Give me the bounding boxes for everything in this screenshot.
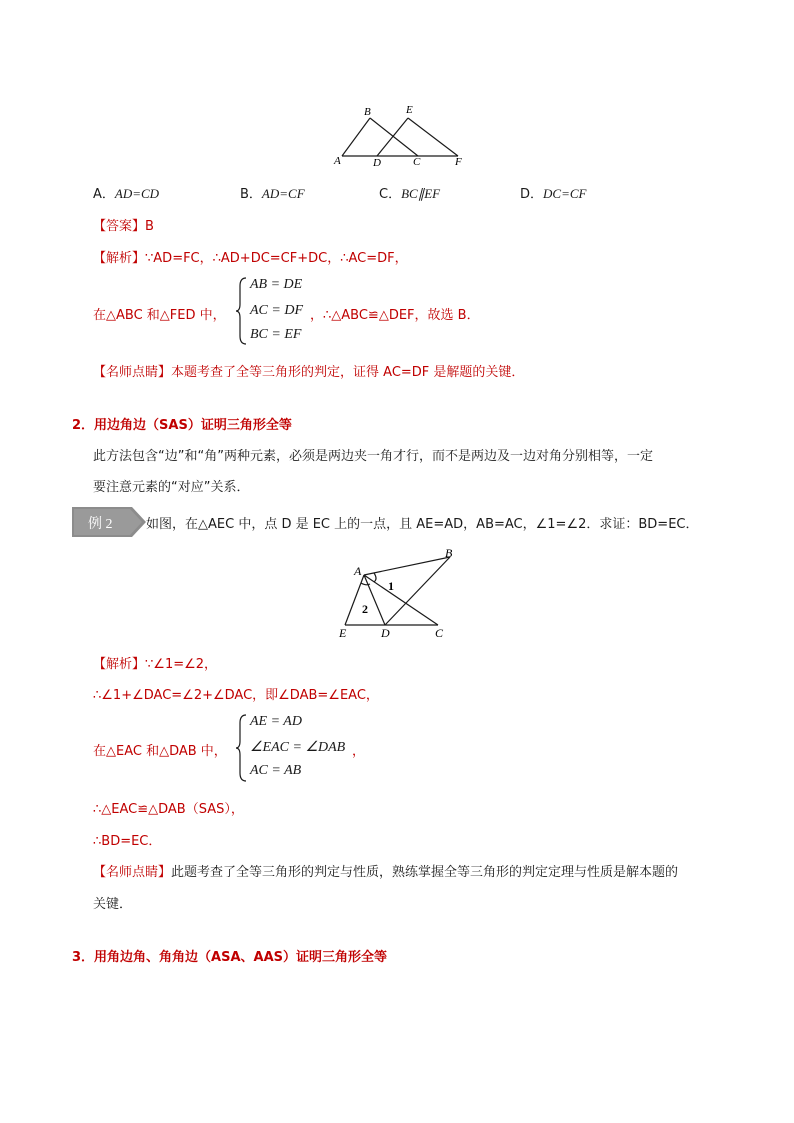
analysis1-tag: 【解析】 <box>93 251 146 266</box>
section2-para-line1: 此方法包含“边”和“角”两种元素，必须是两边夹一角才行，而不是两边及一边对角分别相等，一定 <box>93 449 653 464</box>
label-d: D <box>381 626 390 640</box>
section3-title: 3．用角边角、角角边（ASA、AAS）证明三角形全等 <box>72 950 388 965</box>
analysis1-prefix: 在△ABC 和△FED 中， <box>93 308 226 323</box>
analysis1-suffix: ，∴△ABC≌△DEF，故选 B． <box>310 308 480 323</box>
analysis1-eq2: AC = DF <box>250 303 303 318</box>
segment-bd <box>385 557 450 625</box>
analysis2-tag: 【解析】 <box>93 657 146 672</box>
label-e: E <box>406 104 413 116</box>
angle-label-2: 2 <box>362 602 368 616</box>
analysis2-text1: ∵∠1=∠2， <box>145 657 218 672</box>
segment-ae <box>345 575 364 625</box>
brace-1 <box>236 276 248 346</box>
example-badge-label: 例 2 <box>88 517 113 532</box>
analysis1-text: ∵AD=FC，∴AD+DC=CF+DC，∴AC=DF， <box>145 251 408 266</box>
analysis2-eq1: AE = AD <box>250 714 302 729</box>
tip1-text: 本题考查了全等三角形的判定，证得 AC=DF 是解题的关键． <box>171 365 525 380</box>
tip1-line <box>93 361 524 380</box>
option-b: B．AD=CF <box>240 186 305 202</box>
angle-arc-2 <box>361 583 370 585</box>
label-e: E <box>339 626 347 640</box>
tip1-tag: 【名师点睛】 <box>93 365 172 380</box>
label-a: A <box>354 564 362 578</box>
analysis2-eq3: AC = AB <box>250 763 302 778</box>
tip2-line1 <box>93 861 678 880</box>
label-b: B <box>364 106 371 118</box>
segment-ab <box>364 557 450 575</box>
brace-2 <box>236 713 248 783</box>
option-c: C．BC∥EF <box>379 186 441 202</box>
section2-para-line2: 要注意元素的“对应”关系． <box>93 480 250 495</box>
analysis1-eq3: BC = EF <box>250 327 302 342</box>
analysis2-line4: ∴BD=EC． <box>93 834 162 849</box>
angle-arc-1 <box>374 573 376 582</box>
figure-2-diagram <box>330 545 460 643</box>
segment-de <box>377 118 408 156</box>
answer-line <box>93 215 154 234</box>
angle-label-1: 1 <box>388 579 394 593</box>
tip2-text1: 此题考查了全等三角形的判定与性质，熟练掌握全等三角形的判定定理与性质是解本题的 <box>171 865 679 880</box>
analysis2-eq2: ∠EAC = ∠DAB <box>250 740 346 755</box>
option-a: A．AD=CD <box>93 186 160 202</box>
analysis2-prefix: 在△EAC 和△DAB 中， <box>93 744 227 759</box>
analysis2-line2: ∴∠1+∠DAC=∠2+∠DAC，即∠DAB=∠EAC， <box>93 688 379 703</box>
section2-title: 2．用边角边（SAS）证明三角形全等 <box>72 418 292 433</box>
label-c: C <box>413 156 421 168</box>
analysis1-line1 <box>93 247 408 266</box>
segment-ab <box>342 118 370 156</box>
analysis1-eq1: AB = DE <box>250 277 303 292</box>
answer-tag: 【答案】 <box>93 219 146 234</box>
label-d: D <box>373 157 381 169</box>
example2-text: 如图，在△AEC 中，点 D 是 EC 上的一点，且 AE=AD，AB=AC，∠1=∠2．求证：BD=EC． <box>146 517 699 532</box>
label-f: F <box>455 156 462 168</box>
figure-1-diagram <box>330 102 470 172</box>
segment-ef <box>408 118 458 156</box>
answer-value: B <box>145 219 154 234</box>
label-b: B <box>445 546 453 560</box>
option-d: D．DC=CF <box>520 186 587 202</box>
tip2-tag: 【名师点睛】 <box>93 865 172 880</box>
segment-bc <box>370 118 418 156</box>
analysis2-line3: ∴△EAC≌△DAB（SAS）， <box>93 802 244 817</box>
analysis2-line1 <box>93 653 217 672</box>
tip2-line2: 关键． <box>93 897 133 912</box>
label-c: C <box>435 626 444 640</box>
label-a: A <box>334 155 341 167</box>
analysis2-suffix: ， <box>352 744 366 759</box>
